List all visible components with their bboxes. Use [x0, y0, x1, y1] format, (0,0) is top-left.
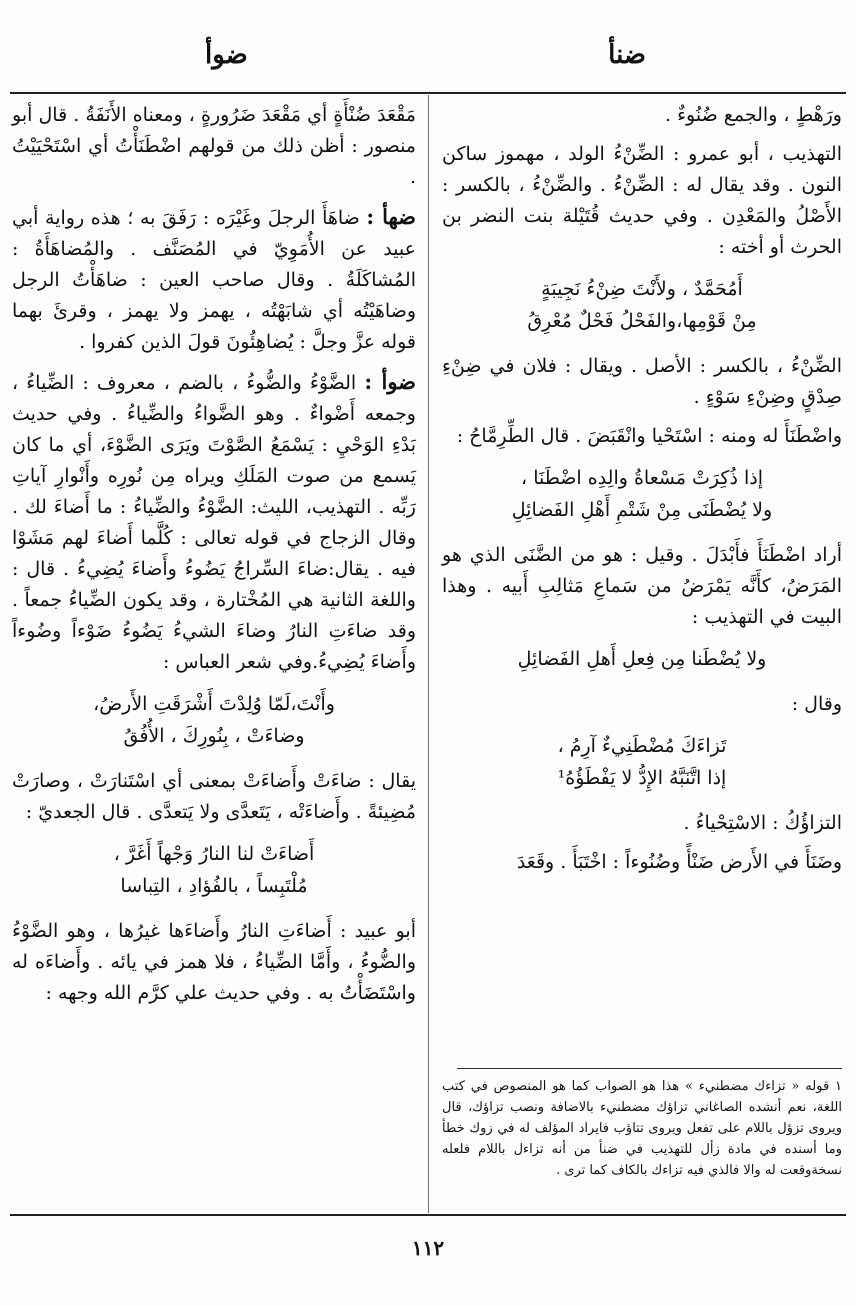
paragraph: وضَنَأَ في الأَرض ضَنْأً وضُنُوءاً : اخْتَبَأَ . وقَعَدَ	[516, 851, 842, 873]
paragraph: واضْطَنَأَ له ومنه : اسْتَحْيا وانْقَبَضَ . قال الطِّرِمَّاحُ :	[456, 425, 842, 447]
entry-text: ضاهَأَ الرجلَ وغَيْرَه : رَفَقَ به ؛ هذه رواية أبي عبيد عن الأُمَوِيّ في المُصَنَّف . والمُضاهَأَةُ : المُشاكَلَةُ . وقال صاحب العين : ضاهَأْتُ الرجل وضاهَيْتُه أي شابَهْتُه ، يهمز ولا يهمز ، وقرئَ بهما قوله عزَّ وجلَّ : يُضاهِئُونَ قولَ الذين كفروا .	[12, 207, 416, 353]
paragraph: التهذيب ، أبو عمرو : الضِّنْءُ الولد ، مهموز ساكن النون . وقد يقال له : الضِّنْءُ . والضِّنْءُ ، بالكسر : الأَصْلُ والمَعْدِن . وفي حديث قُتَيْلة بنت النضر بن الحرث أو أخته :	[442, 143, 842, 258]
paragraph: مَقْعَدَ ضُنْأَةٍ أي مَقْعَدَ ضَرُورةٍ ، ومعناه الأَنَفَةُ . قال أبو منصور : أظن ذلك من قولهم اضْطَنَأْتُ أي اسْتَحْيَيْتُ .	[12, 104, 416, 188]
verse	[442, 730, 842, 794]
verse-line: وضاءَتْ ، بِنُورِكَ ، الأُفُقُ	[123, 725, 305, 747]
bottom-rule	[10, 1214, 846, 1216]
verse	[442, 643, 842, 675]
verse-line: ولا يُضْطَنَى مِنْ شَتْمِ أَهْلِ الفَضائِلِ	[511, 499, 773, 521]
entry-paragraph	[12, 366, 416, 678]
entry-paragraph	[12, 201, 416, 358]
verse	[442, 462, 842, 526]
verse-line: تَزاءَكَ مُضْطَنِيءٌ آرِمُ ،	[557, 735, 727, 757]
verse	[12, 838, 416, 902]
verse-line: ولا يُضْطَنا مِن فِعلِ أَهلِ الفَضائِلِ	[517, 648, 767, 670]
verse-line: أَمُحَمَّدٌ ، ولأَنْتَ ضِنْءُ نَجِيبَةٍ	[541, 278, 743, 300]
paragraph: الضِّنْءُ ، بالكسر : الأصل . ويقال : فلان في ضِنْءِ صِدْقٍ وضِنْءِ سَوْءٍ .	[442, 355, 842, 408]
paragraph: أبو عبيد : أَضاءَتِ النارُ وأَضاءَها غيرُها ، وهو الضَّوْءُ والضُّوءُ ، وأَمَّا الضِّياءُ ، فلا همز في يائه . وأَضاءَه له واسْتَضَأْتُ به . وفي حديث علي كرَّم الله وجهه :	[12, 920, 416, 1004]
footnote: ١ قوله « تزاءك مضطنيء » هذا هو الصواب كما هو المنصوص في كتب اللغة، نعم أنشده الصاغاني تزاؤك مضطنيء بالاضافة ونصب تزاؤك، قال ويروى تزؤل باللام على تفعل ويروى تتاؤب فايراد المؤلف له في زوك خطأ وما أسنده في مادة زأل للتهذيب في ضنأ من أنه تزاءل باللام فلعله نسخةوقعت له والا فالذي فيه تزاءك بالكاف كما ترى .	[442, 1079, 842, 1178]
verse	[12, 688, 416, 752]
top-rule	[10, 92, 846, 94]
paragraph: أراد اضْطَنَأَ فأَبْدَلَ . وقيل : هو من الضَّنَى الذي هو المَرَضُ، كأَنَّه يَمْرَضُ من سَماعِ مَثالِبِ أَبيه . وهذا البيت في التهذيب :	[442, 544, 842, 628]
paragraph: وقال :	[791, 693, 842, 715]
verse-line: إذا اتَّنَبَّهُ الإِدُّ لا يَفْطَؤُهُ¹	[557, 767, 727, 789]
entry-headword: ضهأ :	[366, 204, 416, 229]
right-column	[442, 100, 842, 886]
verse-line: مِنْ قَوْمِها،والفَحْلُ فَحْلٌ مُعْرِقُ	[527, 310, 757, 332]
paragraph: ورَهْطٍ ، والجمع ضُنُوءٌ .	[665, 104, 842, 126]
verse-line: أَضاءَتْ لنا النارُ وَجْهاً أَغَرَّ ،	[113, 843, 315, 865]
footnote-rule	[457, 1068, 842, 1069]
entry-text: الضَّوْءُ والضُّوءُ ، بالضم ، معروف : الضِّياءُ ، وجمعه أَضْواءٌ . وهو الضَّواءُ والضِّياءُ . وفي حديث بَدْءِ الوَحْيِ : يَسْمَعُ الصَّوْتَ ويَرَى الضَّوْءَ، أي ما كان يَسمع من صوت المَلَكِ ويراه مِن نُورِه وأَنْوارِ آياتِ رَبِّه . التهذيب، الليث: الضَّوْءُ والضِّياءُ : ما أَضاءَ لك . وقال الزجاج في قوله تعالى : كُلَّما أَضاءَ لهم مَشَوْا فيه . يقال:ضاءَ السِّراجُ يَضُوءُ وأَضاءَ يُضِيءُ . قال : واللغة الثانية هي المُخْتارة ، وقد يكون الضِّياءُ جمعاً . وقد ضاءَتِ النارُ وضاءَ الشيءُ يَضُوءُ ضَوْءاً وضُوءاً وأَضاءَ يُضِيءُ.وفي شعر العباس :	[12, 372, 416, 673]
paragraph: التزاؤُكُ : الاسْتِحْياءُ .	[683, 812, 842, 834]
paragraph: يقال : ضاءَتْ وأَضاءَتْ بمعنى أي اسْتَنارَتْ ، وصارَتْ مُضِيئةً . وأَضاءَتْه ، يَتَعدَّى ولا يَتعدَّى . قال الجعديّ :	[12, 770, 416, 823]
page-number: ١١٢	[411, 1236, 445, 1260]
header-right-word: ضنأ	[608, 40, 646, 70]
verse-line: وأَنْتَ،لَمّا وُلِدْتَ أَشْرَقَتِ الأَرضُ،	[93, 693, 335, 715]
verse-line: مُلْتَبِساً ، بالفُؤادِ ، التِباسا	[120, 875, 308, 897]
verse-line: إذا ذُكِرَتْ مَسْعاةُ والِدِه اضْطَنَا ،	[521, 467, 763, 489]
verse	[442, 273, 842, 337]
entry-headword: ضوأ :	[364, 369, 417, 394]
left-column	[12, 100, 416, 1017]
column-divider	[428, 95, 429, 1213]
header-left-word: ضوأ	[205, 40, 248, 70]
